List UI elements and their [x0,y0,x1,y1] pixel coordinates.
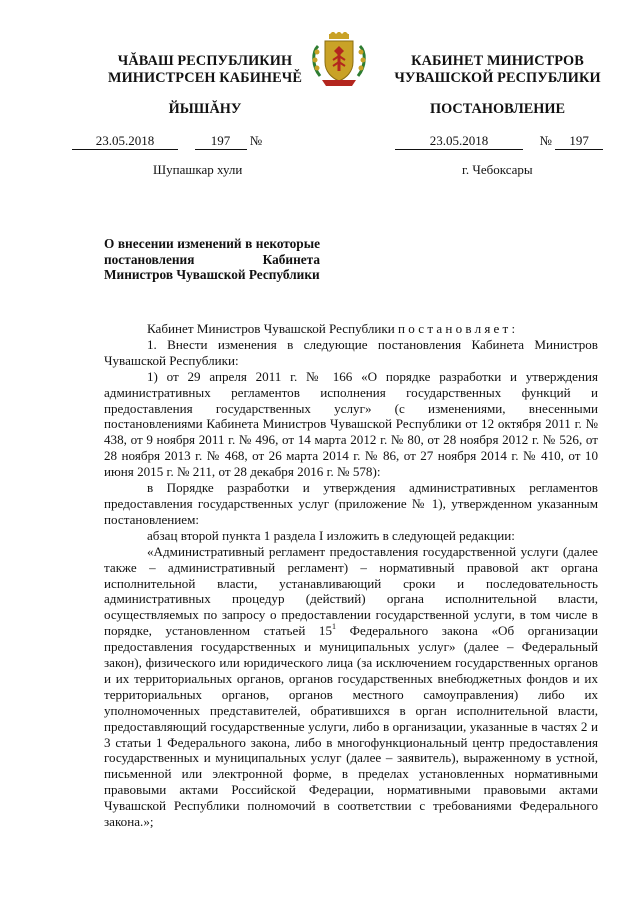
header-right-line1: КАБИНЕТ МИНИСТРОВ [411,53,584,69]
left-number-field: 197 [195,133,247,150]
paragraph-1: 1. Внести изменения в следующие постановления Кабинета Министров Чувашской Республики: [104,336,598,368]
header-left-line1: ЧĂВАШ РЕСПУБЛИКИН [117,53,293,69]
header-right-doc-type: ПОСТАНОВЛЕНИЕ [429,101,566,117]
left-date-field: 23.05.2018 [72,133,178,150]
right-date-field: 23.05.2018 [395,133,523,150]
header-right-org [380,53,615,87]
document-title: О внесении изменений в некоторые постановления Кабинета Министров Чувашской Республики [104,236,320,283]
paragraph-intro [104,321,598,337]
header-left-line2: МИНИСТРСЕН КАБИНЕЧĚ [107,70,303,86]
intro-resolves: постановляет: [398,321,519,336]
paragraph-2: 1) от 29 апреля 2011 г. № 166 «О порядке разработки и утверждения административных регламентов исполнения государственных функций и предоставления государственных услуг» (с изменениями, внесенными постановлениями Кабинета Министров Чувашской Республики от 12 октября 2011 г. № 438, от 9 ноября 2011 г. № 496, от 14 марта 2012 г. № 80, от 28 ноября 2012 г. № 526, от 28 ноября 2013 г. № 468, от 26 марта 2014 г. № 86, от 27 ноября 2014 г. № 410, от 10 июня 2015 г. № 211, от 28 декабря 2016 г. № 578): [104,368,598,480]
document-body [104,321,598,830]
paragraph-3: в Порядке разработки и утверждения административных регламентов предоставления государственных услуг (приложение № 1), утвержденном указанным постановлением: [104,480,598,527]
left-number-sign: № [249,133,263,148]
intro-text: Кабинет Министров Чувашской Республики [147,321,399,336]
quote-part-2: Федерального закона «Об организации предоставления государственных и муниципальных услуг» (далее – Федеральный закон), физического или юридического лица (за исключением государственных органов и их территориальных органов, органов государственных внебюджетных фондов и их территориальных органов, органов местного самоуправления) либо их уполномоченных представителей, обратившихся в орган исполнительной власти, предоставляющий государственные услуги, либо в организации, указанные в частях 2 и 3 статьи 1 Федерального закона, либо в многофункциональный центр предоставления государственных и муниципальных услуг (далее – заявитель), выраженному в устной, письменной или электронной форме, в пределах установленных нормативными правовыми актами Российской Федерации, нормативными правовыми актами Чувашской Республики полномочий в соответствии с требованиями Федерального закона.»; [104,623,598,830]
header-right-line2: ЧУВАШСКОЙ РЕСПУБЛИКИ [394,70,601,86]
header-left-org [100,53,310,87]
right-number-sign: № [539,133,552,148]
right-date-number-line [395,133,610,149]
place-chuvash: Шупашкар хули [153,162,243,177]
paragraph-4: абзац второй пункта 1 раздела I изложить в следующей редакции: [147,527,515,543]
header-left-doc-type: ЙЫШĂНУ [168,101,242,117]
place-russian: г. Чебоксары [462,162,533,177]
paragraph-5 [104,544,598,830]
right-number-field: 197 [555,133,603,150]
left-date-number-line [72,133,322,149]
article-superscript: 1 [332,622,337,632]
quote-part-1: «Административный регламент предоставления государственной услуги (далее также – административный регламент) – нормативный правовой акт органа исполнительной власти, устанавливающий сроки и последовательность административных процедур (действий) органа исполнительной власти, осуществляемых по запросу о предоставлении государственной услуги, в том числе в порядке, установленном статьей 15 [104,543,598,639]
chuvash-coat-of-arms-icon [308,32,370,90]
